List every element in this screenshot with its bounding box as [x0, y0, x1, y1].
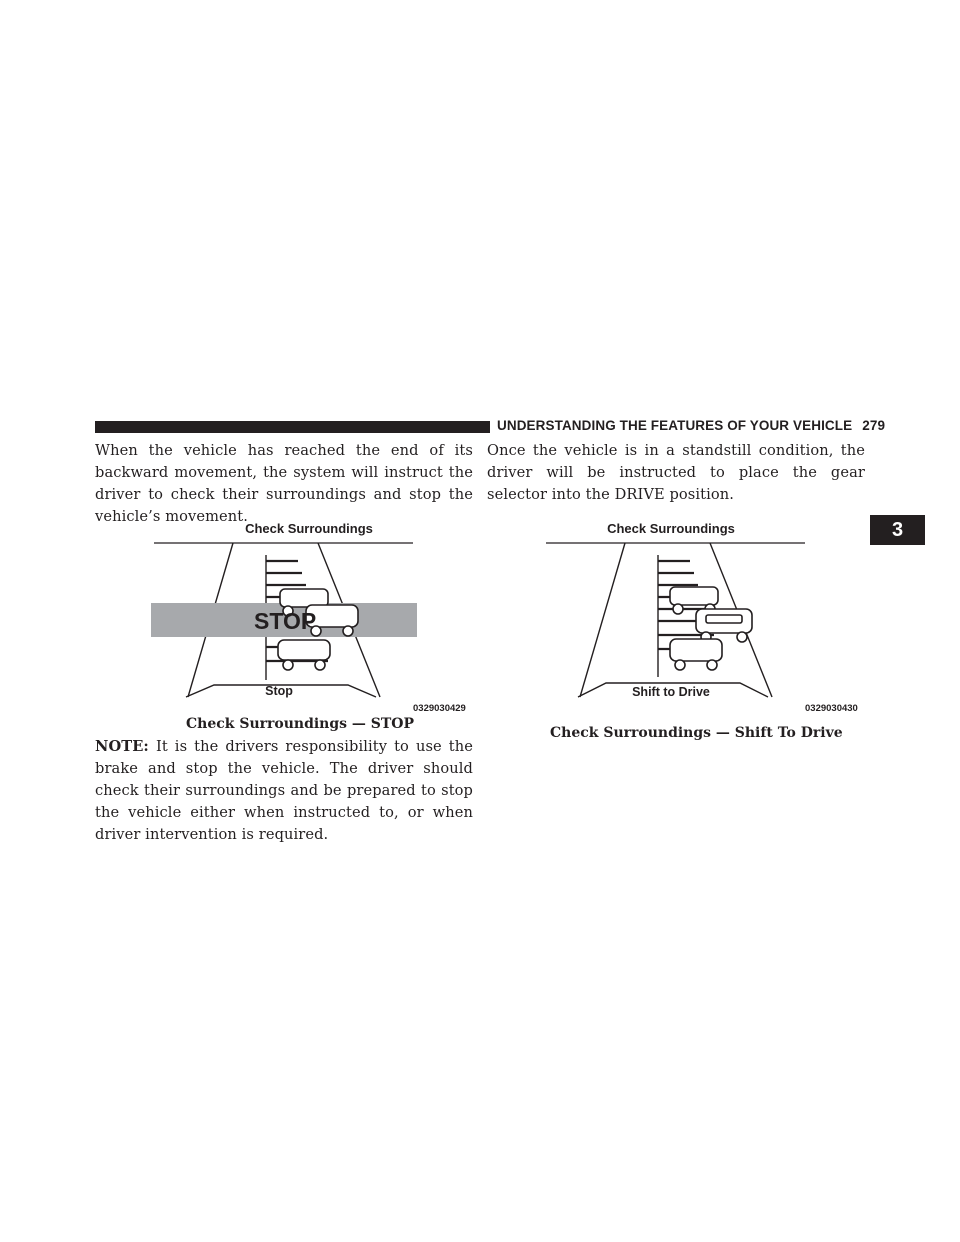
display-title: Check Surroundings	[245, 521, 373, 536]
note-paragraph	[95, 736, 473, 846]
chapter-tab: 3	[870, 515, 925, 545]
vehicle-icon	[670, 587, 752, 670]
guide-line-left	[580, 543, 625, 697]
figure-caption-right: Check Surroundings — Shift To Drive	[550, 725, 843, 741]
figure-check-surroundings-stop	[148, 515, 470, 711]
parking-assist-display-stop	[148, 515, 470, 711]
parking-assist-display-shift	[540, 515, 865, 711]
stop-overlay-text: STOP	[254, 608, 317, 634]
display-bottom-label: Stop	[265, 684, 293, 698]
header-rule	[95, 421, 490, 433]
figure-code-right: 0329030430	[805, 703, 858, 714]
standstill-paragraph: Once the vehicle is in a standstill condition, the driver will be instructed to place the gear selector into the DRIVE position.	[487, 442, 865, 503]
figure-check-surroundings-shift-to-drive	[540, 515, 865, 711]
backward-movement-paragraph: When the vehicle has reached the end of its backward movement, the system will instruct the driver to check their surroundings and stop the vehicle’s movement.	[95, 442, 473, 525]
figure-code-left: 0329030429	[413, 703, 466, 714]
section-title: UNDERSTANDING THE FEATURES OF YOUR VEHICLE	[497, 418, 853, 433]
display-bottom-label: Shift to Drive	[632, 685, 710, 699]
figure-caption-left: Check Surroundings — STOP	[186, 716, 415, 732]
note-text: It is the drivers responsibility to use the brake and stop the vehicle. The driver should check their surroundings and be prepared to stop the vehicle either when instructed to, or when driver intervention is required.	[95, 738, 473, 843]
note-label: NOTE:	[95, 738, 149, 755]
display-title: Check Surroundings	[607, 521, 735, 536]
running-header	[497, 418, 885, 433]
page-number: 279	[862, 418, 886, 433]
